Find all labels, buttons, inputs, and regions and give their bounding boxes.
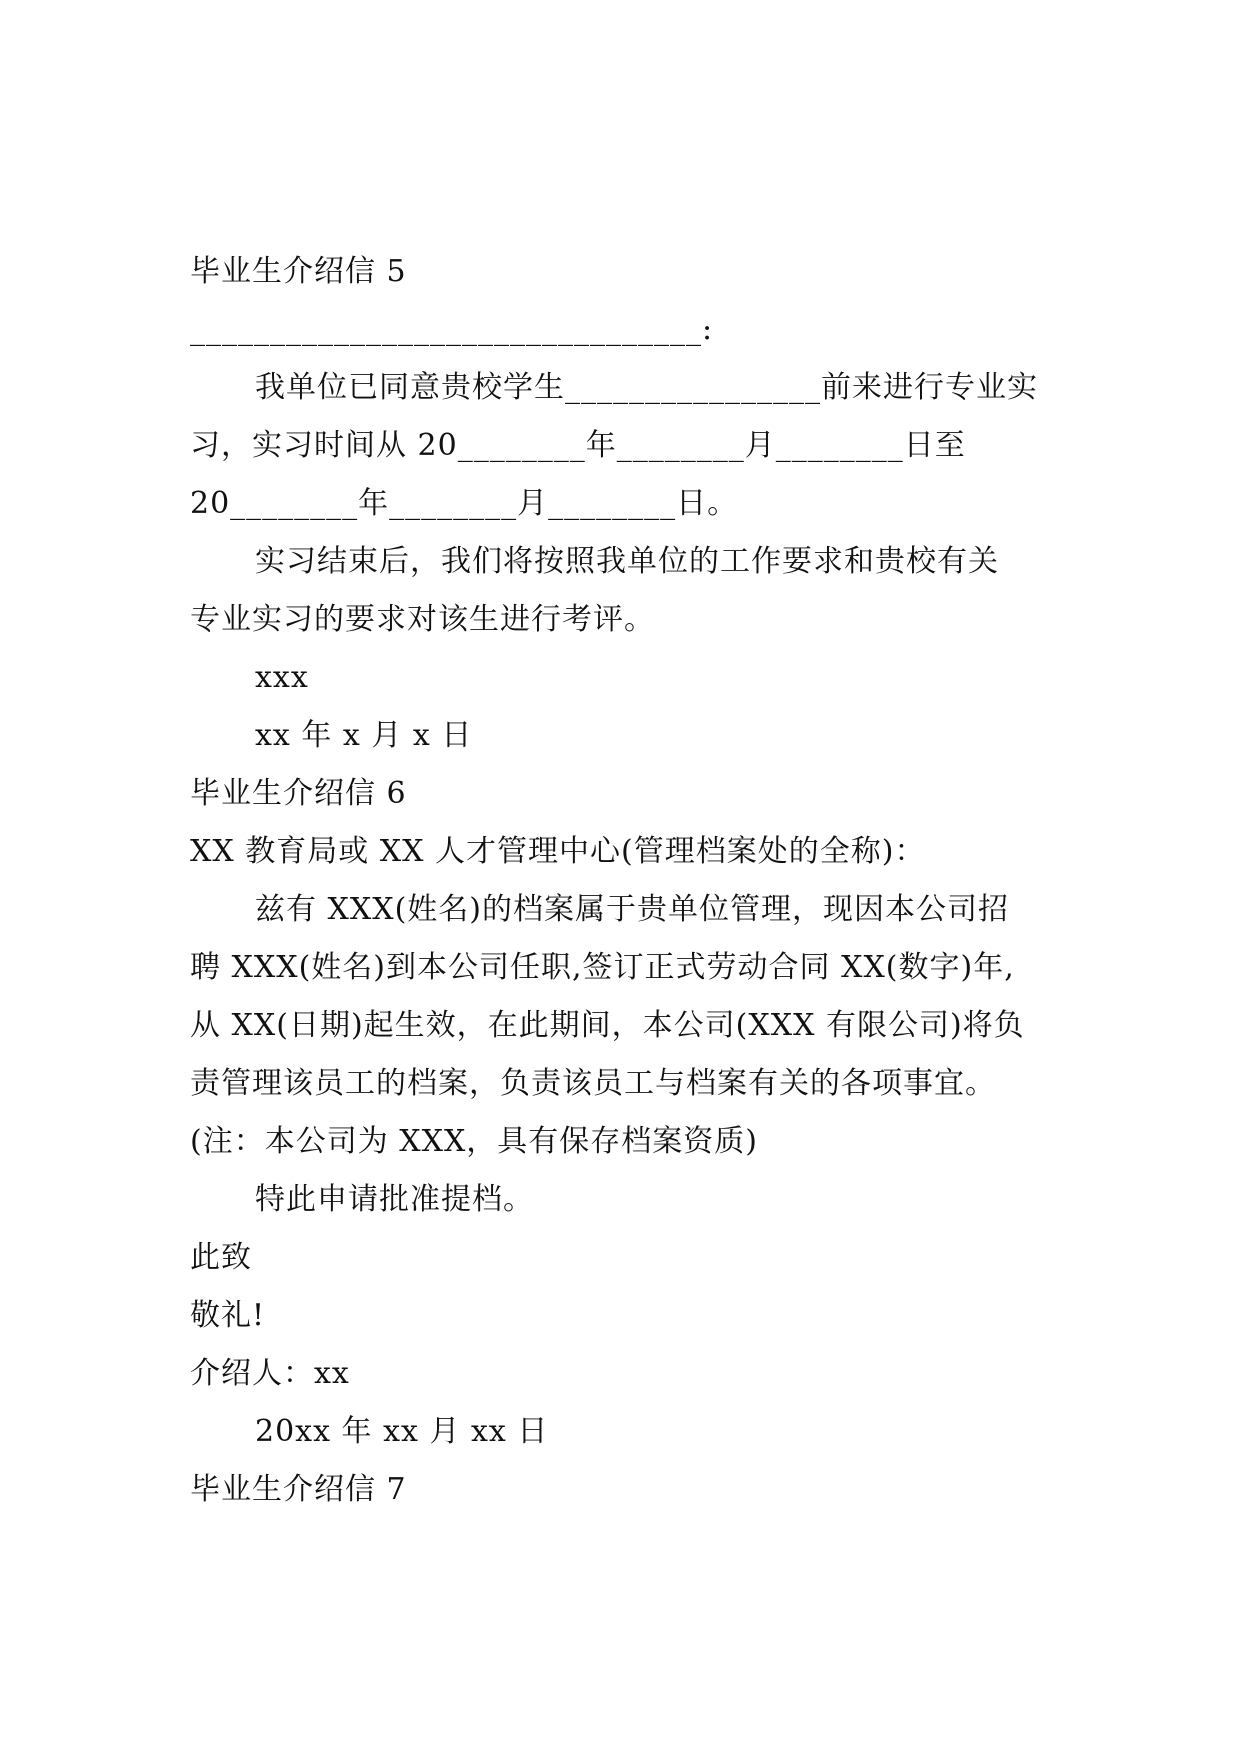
letter6-closing-line1: 此致 [190,1240,252,1275]
letter5-paragraph1-line3: 20________年________月________日。 [190,486,739,521]
letter6-paragraph1-line2: 聘 XXX(姓名)到本公司任职,签订正式劳动合同 XX(数字)年, [190,950,1015,985]
letter6-request: 特此申请批准提档。 [255,1182,534,1217]
letter6-paragraph1-line5: (注：本公司为 XXX，具有保存档案资质) [190,1124,759,1159]
letter5-paragraph2-line1: 实习结束后，我们将按照我单位的工作要求和贵校有关 [255,544,999,579]
letter5-paragraph1-line2: 习，实习时间从 20________年________月________日至 [190,428,966,463]
letter6-date: 20xx 年 xx 月 xx 日 [255,1414,549,1449]
letter6-addressee: XX 教育局或 XX 人才管理中心(管理档案处的全称)： [190,834,926,869]
letter5-title: 毕业生介绍信 5 [190,254,407,289]
letter5-paragraph2-line2: 专业实习的要求对该生进行考评。 [190,602,655,637]
letter6-closing-line2: 敬礼! [190,1298,266,1333]
letter6-paragraph1-line3: 从 XX(日期)起生效，在此期间，本公司(XXX 有限公司)将负 [190,1008,1025,1043]
letter6-title: 毕业生介绍信 6 [190,776,407,811]
letter6-paragraph1-line1: 兹有 XXX(姓名)的档案属于贵单位管理，现因本公司招 [255,892,1010,927]
letter5-addressee-blank: ________________________________: [190,312,714,347]
letter5-date: xx 年 x 月 x 日 [255,718,473,753]
letter6-paragraph1-line4: 责管理该员工的档案，负责该员工与档案有关的各项事宜。 [190,1066,996,1101]
letter5-signer: xxx [255,660,309,695]
letter7-title: 毕业生介绍信 7 [190,1472,407,1507]
letter5-paragraph1-line1: 我单位已同意贵校学生________________前来进行专业实 [255,370,1038,405]
letter6-introducer: 介绍人：xx [190,1356,350,1391]
